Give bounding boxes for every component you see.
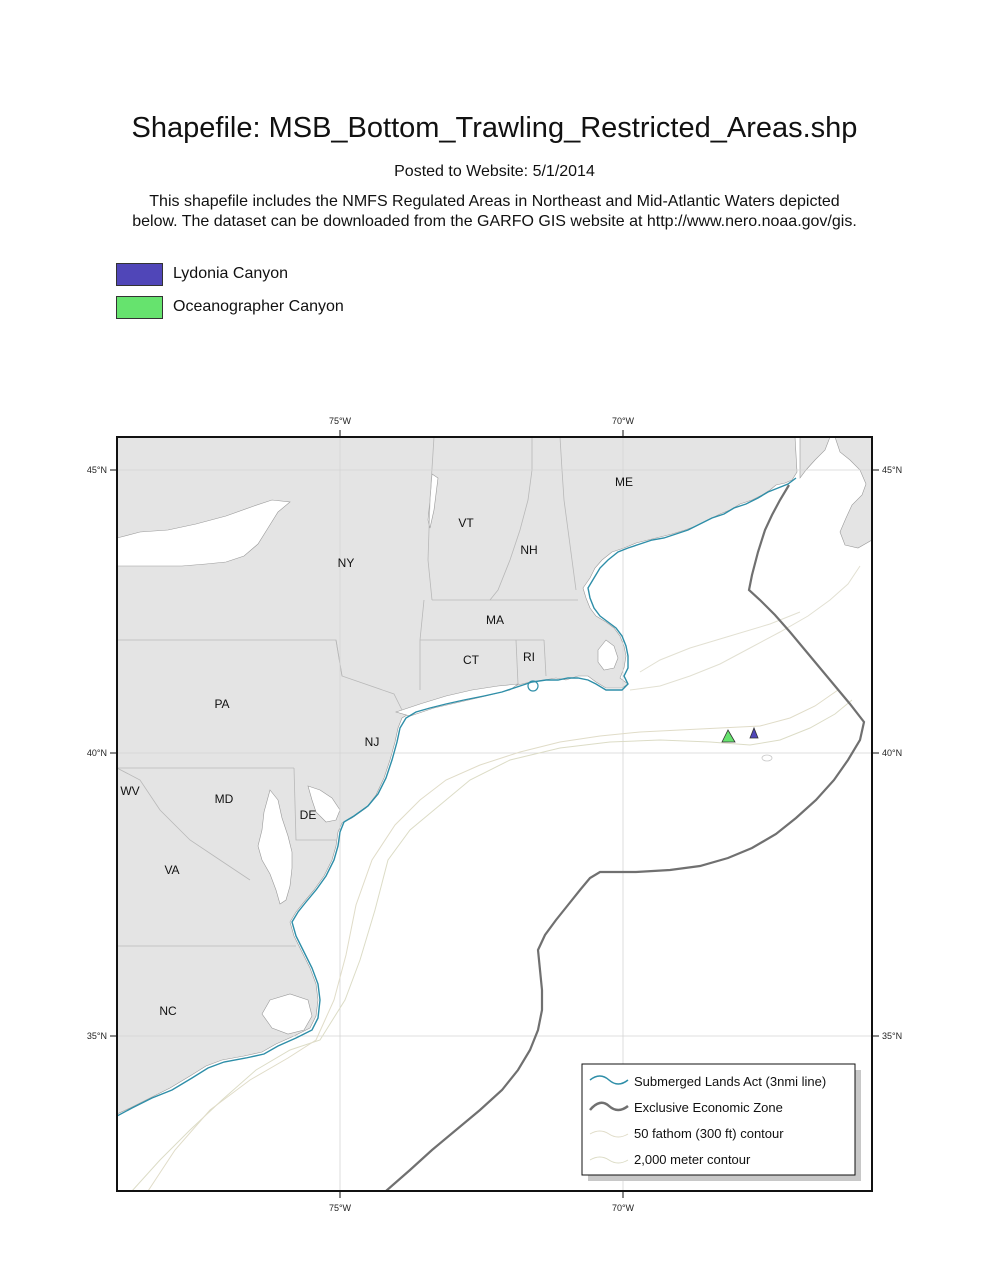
- state-label-nj: NJ: [364, 735, 380, 749]
- tick-lat-45-right: 45°N: [882, 465, 903, 475]
- state-label-pa: PA: [214, 697, 230, 711]
- state-label-ct: CT: [463, 653, 479, 667]
- tick-lat-40-left: 40°N: [86, 748, 107, 758]
- legend-2000m-label: 2,000 meter contour: [634, 1152, 751, 1167]
- state-label-de: DE: [299, 808, 317, 822]
- legend-eez-label: Exclusive Economic Zone: [634, 1100, 783, 1115]
- state-label-ri: RI: [523, 650, 535, 664]
- tick-lon-70-top: 70°W: [611, 416, 635, 426]
- state-label-va: VA: [164, 863, 180, 877]
- description-line-2: below. The dataset can be downloaded from the GARFO GIS website at http://www.nero.noaa.gov/gis.: [132, 213, 857, 230]
- tick-lon-70-bottom: 70°W: [611, 1203, 635, 1213]
- tick-lat-45-left: 45°N: [86, 465, 107, 475]
- state-label-md: MD: [214, 792, 234, 806]
- state-label-me: ME: [615, 475, 633, 489]
- state-label-ma: MA: [486, 613, 504, 627]
- tick-lat-35-left: 35°N: [86, 1031, 107, 1041]
- state-label-wv: WV: [120, 784, 140, 798]
- state-label-nh: NH: [520, 543, 538, 557]
- state-label-ny: NY: [337, 556, 355, 570]
- legend-50fathom-label: 50 fathom (300 ft) contour: [634, 1126, 784, 1141]
- tick-lon-75-bottom: 75°W: [328, 1203, 352, 1213]
- legend-sla-label: Submerged Lands Act (3nmi line): [634, 1074, 827, 1089]
- tick-lon-75-top: 75°W: [328, 416, 352, 426]
- state-label-nc: NC: [159, 1004, 177, 1018]
- posted-date: Posted to Website: 5/1/2014: [394, 163, 595, 180]
- map-legend: [582, 1064, 861, 1181]
- tick-lat-35-right: 35°N: [882, 1031, 903, 1041]
- state-label-vt: VT: [458, 516, 474, 530]
- page-title: Shapefile: MSB_Bottom_Trawling_Restricted_Areas.shp: [131, 112, 858, 144]
- oceanographer-label: Oceanographer Canyon: [173, 298, 344, 315]
- lydonia-label: Lydonia Canyon: [173, 265, 289, 282]
- tick-lat-40-right: 40°N: [882, 748, 903, 758]
- description-line-1: This shapefile includes the NMFS Regulated Areas in Northeast and Mid-Atlantic Waters depicted: [149, 193, 840, 210]
